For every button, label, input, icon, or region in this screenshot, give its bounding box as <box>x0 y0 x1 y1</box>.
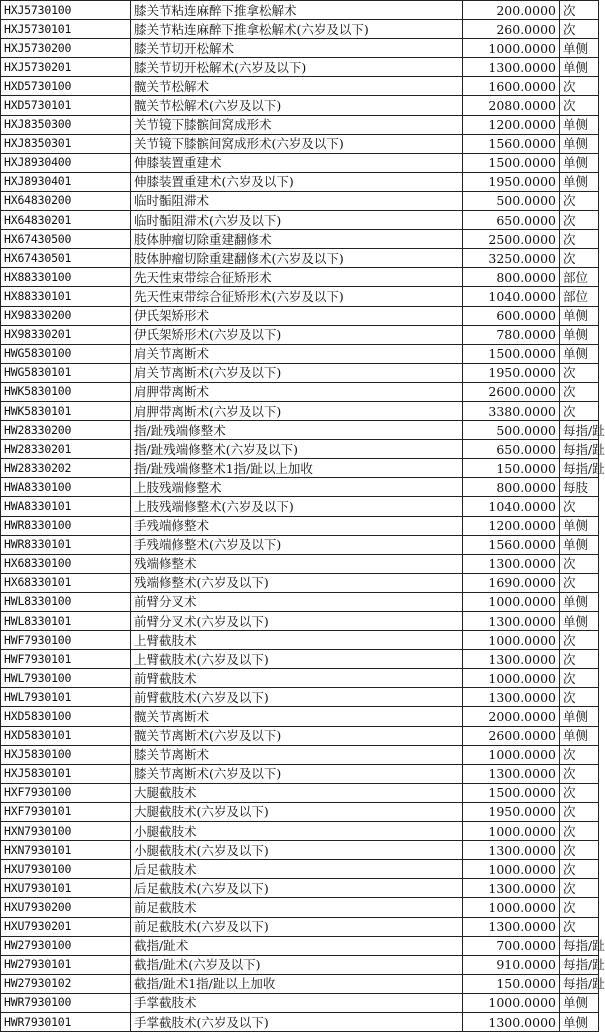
table-row <box>1 879 599 898</box>
item-unit-cell: 次 <box>560 822 599 841</box>
item-price-cell: 1300.0000 <box>463 612 560 631</box>
item-name-cell: 小腿截肢术 <box>131 822 463 841</box>
item-unit-cell: 单侧 <box>560 726 599 745</box>
item-unit-cell: 次 <box>560 497 599 516</box>
item-price-cell: 780.0000 <box>463 325 560 344</box>
item-code-cell: HW27930102 <box>1 974 131 993</box>
item-name-cell: 后足截肢术 <box>131 860 463 879</box>
item-price-cell: 1000.0000 <box>463 592 560 611</box>
table-row <box>1 115 599 134</box>
item-price-cell: 200.0000 <box>463 1 560 20</box>
item-unit-cell: 次 <box>560 764 599 783</box>
item-price-cell: 1300.0000 <box>463 1012 560 1031</box>
item-code-cell: HWF7930101 <box>1 650 131 669</box>
item-code-cell: HXJ8350301 <box>1 134 131 153</box>
table-row <box>1 440 599 459</box>
item-name-cell: 肩关节离断术(六岁及以下) <box>131 363 463 382</box>
item-name-cell: 先天性束带综合征矫形术 <box>131 268 463 287</box>
item-price-cell: 1200.0000 <box>463 516 560 535</box>
item-code-cell: HX68330100 <box>1 554 131 573</box>
item-unit-cell: 次 <box>560 77 599 96</box>
item-name-cell: 残端修整术(六岁及以下) <box>131 573 463 592</box>
table-row <box>1 592 599 611</box>
item-price-cell: 1500.0000 <box>463 783 560 802</box>
item-code-cell: HWR8330101 <box>1 535 131 554</box>
item-price-cell: 1300.0000 <box>463 764 560 783</box>
item-code-cell: HX67430501 <box>1 249 131 268</box>
item-price-cell: 910.0000 <box>463 955 560 974</box>
item-name-cell: 指/趾残端修整术 <box>131 421 463 440</box>
item-code-cell: HXU7930101 <box>1 879 131 898</box>
item-code-cell: HXD5730100 <box>1 77 131 96</box>
item-name-cell: 膝关节离断术(六岁及以下) <box>131 764 463 783</box>
item-price-cell: 500.0000 <box>463 191 560 210</box>
item-name-cell: 髋关节离断术(六岁及以下) <box>131 726 463 745</box>
table-row <box>1 230 599 249</box>
item-unit-cell: 次 <box>560 688 599 707</box>
item-unit-cell: 次 <box>560 382 599 401</box>
item-unit-cell: 次 <box>560 841 599 860</box>
table-row <box>1 497 599 516</box>
item-price-cell: 1300.0000 <box>463 58 560 77</box>
item-name-cell: 上肢残端修整术(六岁及以下) <box>131 497 463 516</box>
item-code-cell: HWL8330100 <box>1 592 131 611</box>
item-name-cell: 前臂截肢术(六岁及以下) <box>131 688 463 707</box>
item-price-cell: 1040.0000 <box>463 497 560 516</box>
item-code-cell: HXF7930101 <box>1 802 131 821</box>
item-unit-cell: 次 <box>560 879 599 898</box>
item-name-cell: 膝关节粘连麻醉下推拿松解术(六岁及以下) <box>131 20 463 39</box>
item-unit-cell: 次 <box>560 573 599 592</box>
table-row <box>1 191 599 210</box>
table-row <box>1 421 599 440</box>
item-name-cell: 肩胛带离断术(六岁及以下) <box>131 401 463 420</box>
item-name-cell: 小腿截肢术(六岁及以下) <box>131 841 463 860</box>
item-price-cell: 2500.0000 <box>463 230 560 249</box>
item-name-cell: 髋关节松解术 <box>131 77 463 96</box>
item-code-cell: HXN7930100 <box>1 822 131 841</box>
item-price-cell: 1000.0000 <box>463 669 560 688</box>
item-unit-cell: 次 <box>560 631 599 650</box>
item-price-cell: 1600.0000 <box>463 77 560 96</box>
item-code-cell: HWG5830100 <box>1 344 131 363</box>
item-code-cell: HWA8330100 <box>1 478 131 497</box>
item-price-cell: 2600.0000 <box>463 726 560 745</box>
table-row <box>1 268 599 287</box>
item-unit-cell: 次 <box>560 96 599 115</box>
table-row <box>1 306 599 325</box>
item-code-cell: HWK5830101 <box>1 401 131 420</box>
item-unit-cell: 次 <box>560 650 599 669</box>
table-row <box>1 860 599 879</box>
item-code-cell: HWF7930100 <box>1 631 131 650</box>
item-name-cell: 上肢残端修整术 <box>131 478 463 497</box>
table-row <box>1 1 599 20</box>
item-code-cell: HXD5830100 <box>1 707 131 726</box>
item-price-cell: 800.0000 <box>463 478 560 497</box>
item-name-cell: 膝关节切开松解术 <box>131 39 463 58</box>
item-code-cell: HXJ5730100 <box>1 1 131 20</box>
price-table-body <box>1 1 605 1032</box>
item-code-cell: HX98330201 <box>1 325 131 344</box>
item-unit-cell: 次 <box>560 20 599 39</box>
table-row <box>1 917 599 936</box>
item-name-cell: 前足截肢术(六岁及以下) <box>131 917 463 936</box>
item-unit-cell: 单侧 <box>560 535 599 554</box>
item-name-cell: 上臂截肢术 <box>131 631 463 650</box>
item-price-cell: 650.0000 <box>463 211 560 230</box>
item-code-cell: HWK5830100 <box>1 382 131 401</box>
item-unit-cell: 次 <box>560 211 599 230</box>
table-row <box>1 249 599 268</box>
item-price-cell: 1300.0000 <box>463 841 560 860</box>
item-code-cell: HWR8330100 <box>1 516 131 535</box>
item-unit-cell: 次 <box>560 783 599 802</box>
item-name-cell: 大腿截肢术(六岁及以下) <box>131 802 463 821</box>
item-price-cell: 1000.0000 <box>463 39 560 58</box>
item-code-cell: HX64830201 <box>1 211 131 230</box>
item-name-cell: 伊氏架矫形术 <box>131 306 463 325</box>
item-price-cell: 1000.0000 <box>463 631 560 650</box>
item-code-cell: HX68330101 <box>1 573 131 592</box>
table-row <box>1 363 599 382</box>
item-unit-cell: 每指/趾 <box>560 974 599 993</box>
item-price-cell: 700.0000 <box>463 936 560 955</box>
item-unit-cell: 每指/趾 <box>560 459 599 478</box>
table-row <box>1 764 599 783</box>
table-row <box>1 631 599 650</box>
item-unit-cell: 次 <box>560 249 599 268</box>
item-unit-cell: 单侧 <box>560 344 599 363</box>
item-price-cell: 650.0000 <box>463 440 560 459</box>
item-code-cell: HXJ8930401 <box>1 172 131 191</box>
item-unit-cell: 单侧 <box>560 1012 599 1031</box>
item-unit-cell: 次 <box>560 669 599 688</box>
item-name-cell: 指/趾残端修整术(六岁及以下) <box>131 440 463 459</box>
item-unit-cell: 每指/趾 <box>560 955 599 974</box>
item-price-cell: 1200.0000 <box>463 115 560 134</box>
item-code-cell: HX67430500 <box>1 230 131 249</box>
item-code-cell: HXJ5730101 <box>1 20 131 39</box>
item-name-cell: 髋关节松解术(六岁及以下) <box>131 96 463 115</box>
table-row <box>1 955 599 974</box>
item-name-cell: 后足截肢术(六岁及以下) <box>131 879 463 898</box>
item-unit-cell: 次 <box>560 745 599 764</box>
table-row <box>1 554 599 573</box>
item-name-cell: 先天性束带综合征矫形术(六岁及以下) <box>131 287 463 306</box>
item-price-cell: 2600.0000 <box>463 382 560 401</box>
item-name-cell: 肩胛带离断术 <box>131 382 463 401</box>
table-row <box>1 172 599 191</box>
item-unit-cell: 每指/趾 <box>560 440 599 459</box>
item-price-cell: 1000.0000 <box>463 898 560 917</box>
item-price-cell: 1560.0000 <box>463 535 560 554</box>
table-row <box>1 287 599 306</box>
item-price-cell: 1300.0000 <box>463 879 560 898</box>
item-price-cell: 2000.0000 <box>463 707 560 726</box>
item-code-cell: HWA8330101 <box>1 497 131 516</box>
item-unit-cell: 单侧 <box>560 592 599 611</box>
item-price-cell: 1000.0000 <box>463 745 560 764</box>
item-code-cell: HX64830200 <box>1 191 131 210</box>
table-row <box>1 783 599 802</box>
item-unit-cell: 单侧 <box>560 306 599 325</box>
item-price-cell: 1560.0000 <box>463 134 560 153</box>
item-price-cell: 1040.0000 <box>463 287 560 306</box>
item-unit-cell: 次 <box>560 802 599 821</box>
item-unit-cell: 部位 <box>560 268 599 287</box>
item-code-cell: HXJ5730200 <box>1 39 131 58</box>
table-row <box>1 802 599 821</box>
item-price-cell: 1690.0000 <box>463 573 560 592</box>
item-unit-cell: 单侧 <box>560 153 599 172</box>
item-price-cell: 260.0000 <box>463 20 560 39</box>
item-name-cell: 截指/趾术(六岁及以下) <box>131 955 463 974</box>
item-price-cell: 1300.0000 <box>463 917 560 936</box>
item-price-cell: 1000.0000 <box>463 860 560 879</box>
table-row <box>1 535 599 554</box>
table-row <box>1 459 599 478</box>
item-price-cell: 600.0000 <box>463 306 560 325</box>
item-price-cell: 1950.0000 <box>463 172 560 191</box>
table-row <box>1 993 599 1012</box>
item-price-cell: 500.0000 <box>463 421 560 440</box>
item-price-cell: 1300.0000 <box>463 554 560 573</box>
item-name-cell: 关节镜下膝髌间窝成形术 <box>131 115 463 134</box>
item-unit-cell: 单侧 <box>560 115 599 134</box>
table-row <box>1 325 599 344</box>
table-row <box>1 707 599 726</box>
item-name-cell: 膝关节粘连麻醉下推拿松解术 <box>131 1 463 20</box>
item-price-cell: 1500.0000 <box>463 344 560 363</box>
item-name-cell: 髋关节离断术 <box>131 707 463 726</box>
item-code-cell: HXJ5830100 <box>1 745 131 764</box>
table-row <box>1 669 599 688</box>
item-unit-cell: 次 <box>560 917 599 936</box>
item-unit-cell: 单侧 <box>560 612 599 631</box>
item-unit-cell: 次 <box>560 363 599 382</box>
item-code-cell: HW28330201 <box>1 440 131 459</box>
item-price-cell: 800.0000 <box>463 268 560 287</box>
table-row <box>1 822 599 841</box>
item-unit-cell: 单侧 <box>560 58 599 77</box>
item-code-cell: HWL7930100 <box>1 669 131 688</box>
item-name-cell: 上臂截肢术(六岁及以下) <box>131 650 463 669</box>
item-price-cell: 1950.0000 <box>463 363 560 382</box>
item-unit-cell: 单侧 <box>560 172 599 191</box>
item-code-cell: HW27930100 <box>1 936 131 955</box>
item-code-cell: HWG5830101 <box>1 363 131 382</box>
item-code-cell: HXD5830101 <box>1 726 131 745</box>
item-code-cell: HXU7930201 <box>1 917 131 936</box>
item-code-cell: HX98330200 <box>1 306 131 325</box>
item-unit-cell: 次 <box>560 860 599 879</box>
item-name-cell: 伸膝装置重建术 <box>131 153 463 172</box>
item-name-cell: 手残端修整术 <box>131 516 463 535</box>
item-unit-cell: 单侧 <box>560 39 599 58</box>
table-row <box>1 573 599 592</box>
item-name-cell: 前臂分叉术(六岁及以下) <box>131 612 463 631</box>
table-row <box>1 153 599 172</box>
item-price-cell: 1950.0000 <box>463 802 560 821</box>
item-name-cell: 前足截肢术 <box>131 898 463 917</box>
item-name-cell: 残端修整术 <box>131 554 463 573</box>
table-row <box>1 516 599 535</box>
item-code-cell: HXU7930200 <box>1 898 131 917</box>
item-code-cell: HXU7930100 <box>1 860 131 879</box>
item-code-cell: HXF7930100 <box>1 783 131 802</box>
table-row <box>1 96 599 115</box>
item-name-cell: 临时骺阻滞术(六岁及以下) <box>131 211 463 230</box>
item-code-cell: HXJ8930400 <box>1 153 131 172</box>
item-code-cell: HW28330202 <box>1 459 131 478</box>
table-row <box>1 401 599 420</box>
item-price-cell: 1300.0000 <box>463 650 560 669</box>
item-unit-cell: 部位 <box>560 287 599 306</box>
item-code-cell: HW27930101 <box>1 955 131 974</box>
item-price-cell: 150.0000 <box>463 459 560 478</box>
item-code-cell: HXJ5730201 <box>1 58 131 77</box>
item-code-cell: HWR7930101 <box>1 1012 131 1031</box>
item-code-cell: HXD5730101 <box>1 96 131 115</box>
table-row <box>1 650 599 669</box>
item-code-cell: HXN7930101 <box>1 841 131 860</box>
item-code-cell: HX88330101 <box>1 287 131 306</box>
table-row <box>1 20 599 39</box>
item-price-cell: 2080.0000 <box>463 96 560 115</box>
item-code-cell: HWR7930100 <box>1 993 131 1012</box>
item-unit-cell: 每肢 <box>560 478 599 497</box>
table-row <box>1 58 599 77</box>
item-unit-cell: 单侧 <box>560 516 599 535</box>
item-name-cell: 肩关节离断术 <box>131 344 463 363</box>
item-name-cell: 肢体肿瘤切除重建翻修术 <box>131 230 463 249</box>
item-unit-cell: 次 <box>560 898 599 917</box>
item-unit-cell: 单侧 <box>560 134 599 153</box>
item-name-cell: 截指/趾术1指/趾以上加收 <box>131 974 463 993</box>
item-name-cell: 大腿截肢术 <box>131 783 463 802</box>
table-row <box>1 936 599 955</box>
item-price-cell: 3250.0000 <box>463 249 560 268</box>
item-code-cell: HWL7930101 <box>1 688 131 707</box>
table-row <box>1 612 599 631</box>
table-row <box>1 688 599 707</box>
item-price-cell: 1000.0000 <box>463 993 560 1012</box>
table-row <box>1 898 599 917</box>
item-code-cell: HW28330200 <box>1 421 131 440</box>
item-name-cell: 膝关节切开松解术(六岁及以下) <box>131 58 463 77</box>
item-code-cell: HXJ5830101 <box>1 764 131 783</box>
item-unit-cell: 每指/趾 <box>560 421 599 440</box>
table-row <box>1 726 599 745</box>
item-unit-cell: 次 <box>560 554 599 573</box>
item-price-cell: 1500.0000 <box>463 153 560 172</box>
item-price-cell: 150.0000 <box>463 974 560 993</box>
table-row <box>1 478 599 497</box>
table-row <box>1 1012 599 1031</box>
item-unit-cell: 单侧 <box>560 325 599 344</box>
table-row <box>1 344 599 363</box>
item-code-cell: HX88330100 <box>1 268 131 287</box>
item-unit-cell: 次 <box>560 401 599 420</box>
item-code-cell: HXJ8350300 <box>1 115 131 134</box>
item-name-cell: 伊氏架矫形术(六岁及以下) <box>131 325 463 344</box>
item-unit-cell: 每指/趾 <box>560 936 599 955</box>
item-name-cell: 手残端修整术(六岁及以下) <box>131 535 463 554</box>
table-row <box>1 211 599 230</box>
item-name-cell: 前臂分叉术 <box>131 592 463 611</box>
item-price-cell: 1300.0000 <box>463 688 560 707</box>
item-price-cell: 3380.0000 <box>463 401 560 420</box>
table-row <box>1 382 599 401</box>
item-unit-cell: 次 <box>560 230 599 249</box>
item-name-cell: 伸膝装置重建术(六岁及以下) <box>131 172 463 191</box>
item-name-cell: 前臂截肢术 <box>131 669 463 688</box>
item-name-cell: 膝关节离断术 <box>131 745 463 764</box>
item-name-cell: 临时骺阻滞术 <box>131 191 463 210</box>
table-row <box>1 841 599 860</box>
item-name-cell: 手掌截肢术 <box>131 993 463 1012</box>
item-name-cell: 关节镜下膝髌间窝成形术(六岁及以下) <box>131 134 463 153</box>
table-row <box>1 134 599 153</box>
item-name-cell: 指/趾残端修整术1指/趾以上加收 <box>131 459 463 478</box>
item-unit-cell: 单侧 <box>560 707 599 726</box>
item-code-cell: HWL8330101 <box>1 612 131 631</box>
table-row <box>1 974 599 993</box>
table-row <box>1 745 599 764</box>
item-name-cell: 截指/趾术 <box>131 936 463 955</box>
item-price-cell: 1000.0000 <box>463 822 560 841</box>
table-row <box>1 39 599 58</box>
item-unit-cell: 次 <box>560 191 599 210</box>
item-unit-cell: 次 <box>560 1 599 20</box>
table-row <box>1 77 599 96</box>
item-name-cell: 手掌截肢术(六岁及以下) <box>131 1012 463 1031</box>
item-unit-cell: 单侧 <box>560 993 599 1012</box>
item-name-cell: 肢体肿瘤切除重建翻修术(六岁及以下) <box>131 249 463 268</box>
